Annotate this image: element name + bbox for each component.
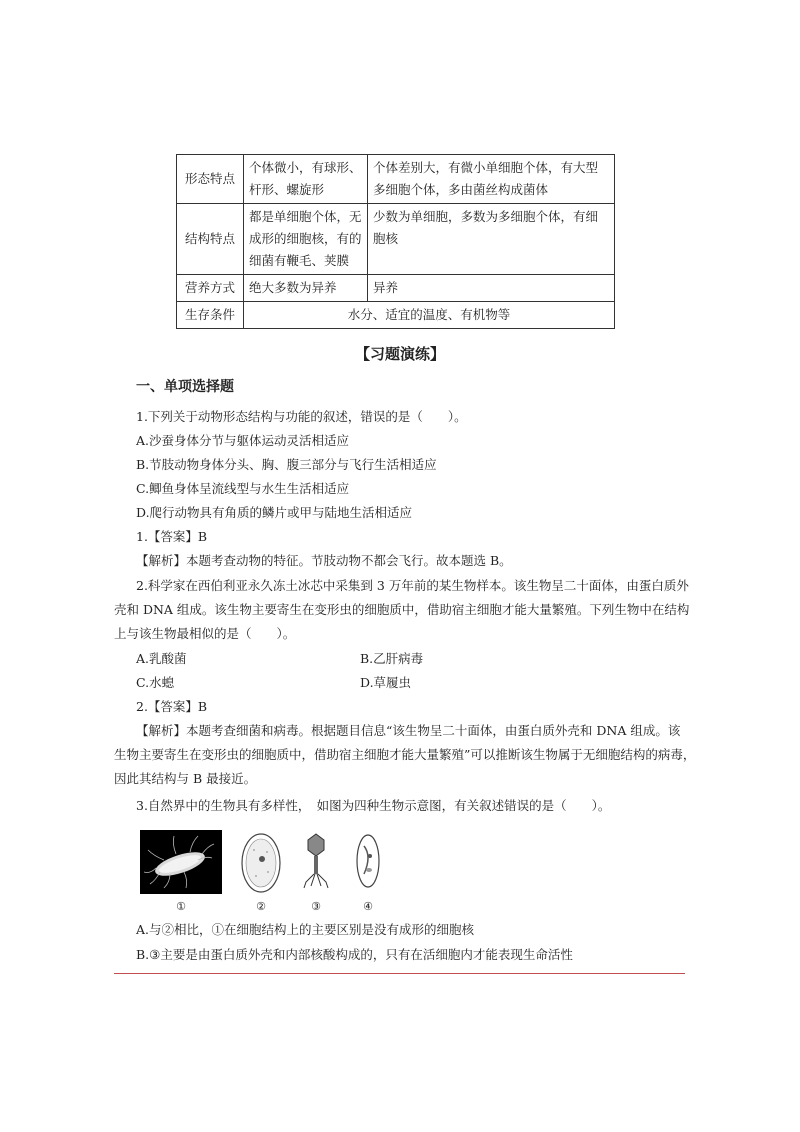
figure-label: ③ [311,900,321,913]
table-cell: 异养 [368,275,615,302]
bacterium-image [140,830,222,894]
cell-image [240,832,282,894]
option-d: D.草履虫 [360,675,412,690]
row-label: 营养方式 [177,275,244,302]
table-row [177,302,615,329]
option-c: C.鲫鱼身体呈流线型与水生生活相适应 [136,481,350,496]
row-label: 形态特点 [177,155,244,204]
table-cell: 绝大多数为异养 [244,275,368,302]
section-title: 【习题演练】 [354,345,445,363]
analysis-2-line: 【解析】本题考查细菌和病毒。根据题目信息“该生物呈二十面体，由蛋白质外壳和 DNA 组成。该 [136,723,681,738]
question-2-stem-line: 上与该生物最相似的是（ ）。 [114,626,296,641]
table-cell: 个体微小，有球形、杆形、螺旋形 [244,155,368,204]
figure-label: ① [176,900,186,913]
analysis-2-line: 生物主要寄生在变形虫的细胞质中，借助宿主细胞才能大量繁殖”可以推断该生物属于无细胞结构的病毒， [114,747,696,762]
table-row [177,204,615,275]
option-a: A.沙蚕身体分节与躯体运动灵活相适应 [136,433,350,448]
section-heading: 一、单项选择题 [136,379,234,395]
table-cell: 都是单细胞个体，无成形的细胞核，有的细菌有鞭毛、荚膜 [244,204,368,275]
comparison-table [176,154,615,329]
option-b: B.节肢动物身体分头、胸、腹三部分与飞行生活相适应 [136,457,437,472]
table-row [177,155,615,204]
option-a: A.与②相比，①在细胞结构上的主要区别是没有成形的细胞核 [136,922,475,937]
option-c: C.水螅 [136,675,175,690]
figure-label: ② [256,900,266,913]
page-divider [114,973,685,974]
organism-figures [138,830,398,920]
question-3-stem: 3.自然界中的生物具有多样性， 如图为四种生物示意图，有关叙述错误的是（ ）。 [136,798,611,813]
row-label: 生存条件 [177,302,244,329]
organism-image [354,832,382,890]
question-1-stem: 1.下列关于动物形态结构与功能的叙述，错误的是（ ）。 [136,409,467,424]
option-a: A.乳酸菌 [136,651,187,666]
table-cell: 少数为单细胞，多数为多细胞个体，有细胞核 [368,204,615,275]
row-label: 结构特点 [177,204,244,275]
virus-image [302,832,330,890]
table-cell: 个体差别大，有微小单细胞个体，有大型多细胞个体，多由菌丝构成菌体 [368,155,615,204]
question-2-stem-line: 2.科学家在西伯利亚永久冻土冰芯中采集到 3 万年前的某生物样本。该生物呈二十面体，由蛋白质外 [136,578,689,593]
answer-1: 1.【答案】B [136,529,208,544]
question-2-stem-line: 壳和 DNA 组成。该生物主要寄生在变形虫的细胞质中，借助宿主细胞才能大量繁殖。下列生物中在结构 [114,602,690,617]
analysis-1: 【解析】本题考查动物的特征。节肢动物不都会飞行。故本题选 B。 [136,553,512,568]
table-cell: 水分、适宜的温度、有机物等 [244,302,615,329]
option-b: B.乙肝病毒 [360,651,424,666]
analysis-2-line: 因此其结构与 B 最接近。 [114,771,257,786]
answer-2: 2.【答案】B [136,699,208,714]
option-b: B.③主要是由蛋白质外壳和内部核酸构成的，只有在活细胞内才能表现生命活性 [136,947,573,962]
option-d: D.爬行动物具有角质的鳞片或甲与陆地生活相适应 [136,505,413,520]
table-row [177,275,615,302]
figure-label: ④ [363,900,373,913]
